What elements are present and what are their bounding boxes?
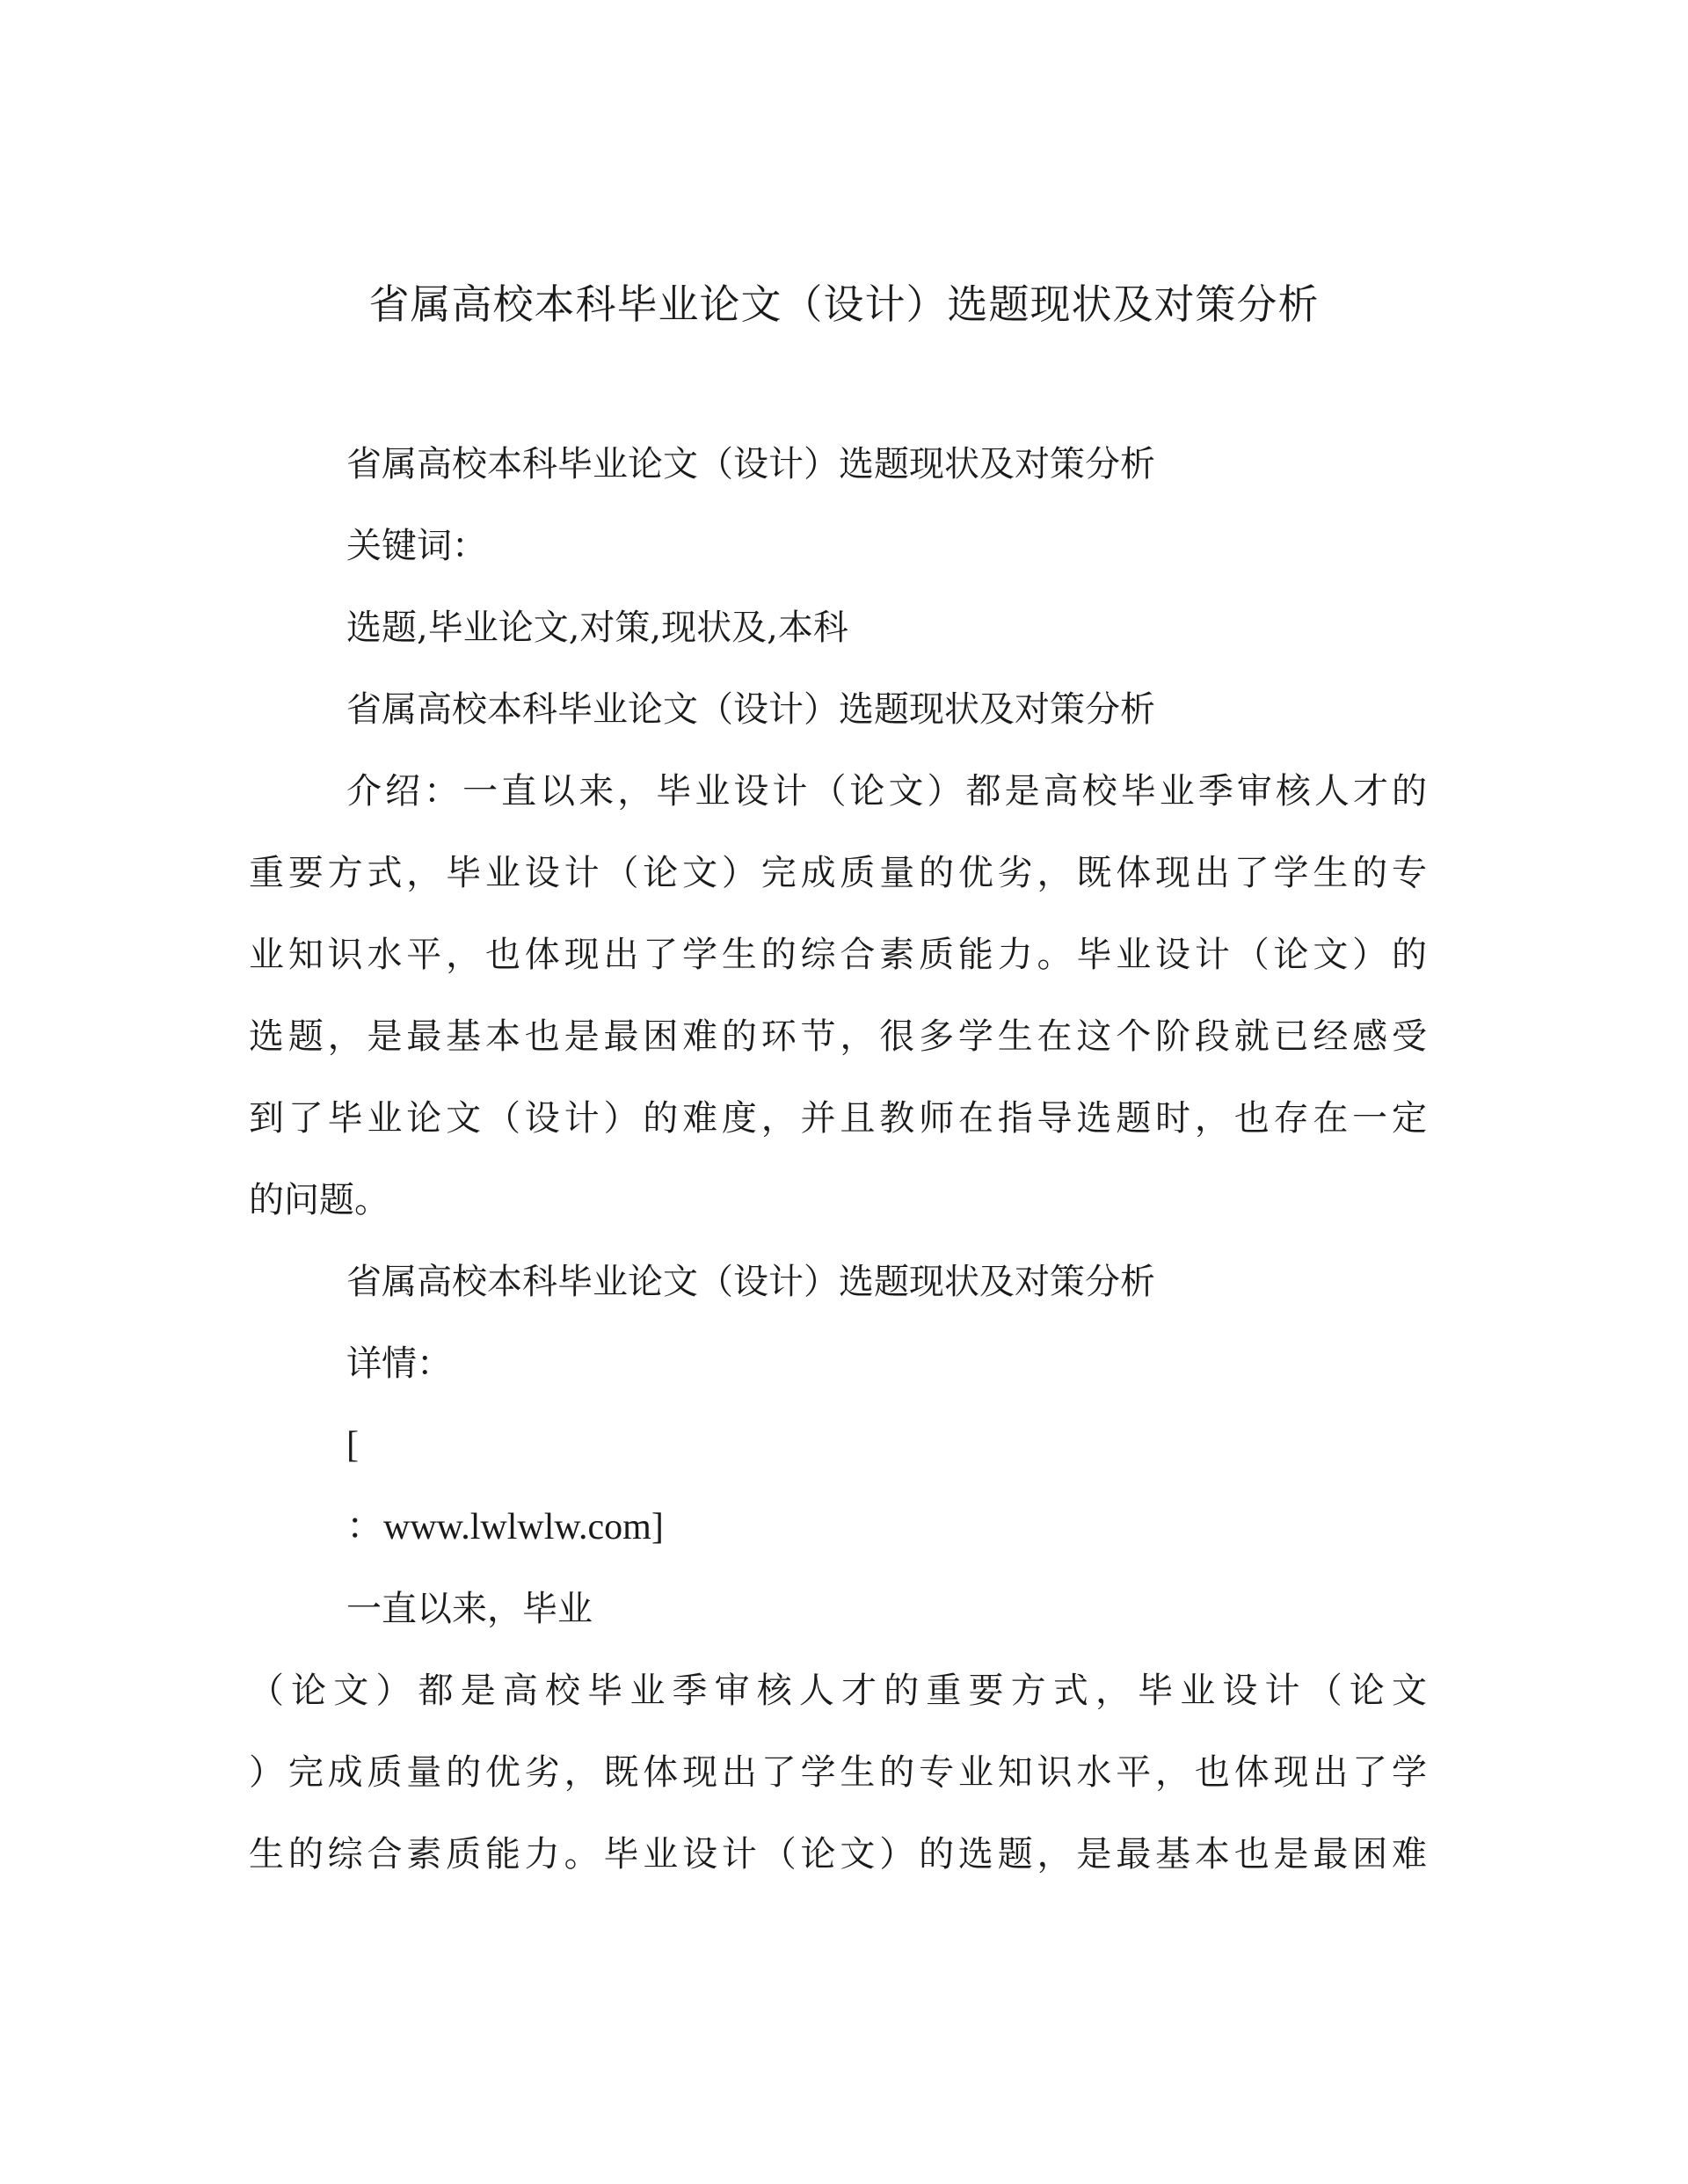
document-title: 省属高校本科毕业论文（设计）选题现状及对策分析 — [368, 280, 1320, 328]
body-line-keywords: 选题,毕业论文,对策,现状及,本科 — [346, 608, 848, 648]
body-line-details-3: ）完成质量的优劣，既体现出了学生的专业知识水平，也体现出了学 — [249, 1752, 1427, 1793]
body-line-keywords-label: 关键词： — [346, 526, 487, 566]
body-line-details-label: 详情： — [346, 1343, 452, 1384]
body-line-subtitle-repeat: 省属高校本科毕业论文（设计）选题现状及对策分析 — [346, 689, 1155, 730]
body-line-intro-2: 重要方式，毕业设计（论文）完成质量的优劣，既体现出了学生的专 — [249, 853, 1427, 893]
body-line-subtitle: 省属高校本科毕业论文（设计）选题现状及对策分析 — [346, 444, 1155, 484]
body-line-intro-6: 的问题。 — [249, 1180, 389, 1220]
body-line-intro: 介绍：一直以来，毕业设计（论文）都是高校毕业季审核人才的 — [346, 771, 1427, 812]
body-line-bracket-open: [ — [346, 1425, 359, 1466]
body-line-intro-4: 选题，是最基本也是最困难的环节，很多学生在这个阶段就已经感受 — [249, 1016, 1427, 1057]
body-line-intro-5: 到了毕业论文（设计）的难度，并且教师在指导选题时，也存在一定 — [249, 1098, 1427, 1139]
body-line-details-4: 生的综合素质能力。毕业设计（论文）的选题，是最基本也是最困难 — [249, 1834, 1427, 1875]
body-line-subtitle-third: 省属高校本科毕业论文（设计）选题现状及对策分析 — [346, 1262, 1155, 1302]
body-line-intro-3: 业知识水平，也体现出了学生的综合素质能力。毕业设计（论文）的 — [249, 935, 1427, 975]
body-line-details-2: （论文）都是高校毕业季审核人才的重要方式，毕业设计（论文 — [249, 1671, 1427, 1711]
body-line-source-url: ：www.lwlwlw.com] — [346, 1507, 664, 1547]
body-line-details-1: 一直以来，毕业 — [346, 1589, 593, 1629]
